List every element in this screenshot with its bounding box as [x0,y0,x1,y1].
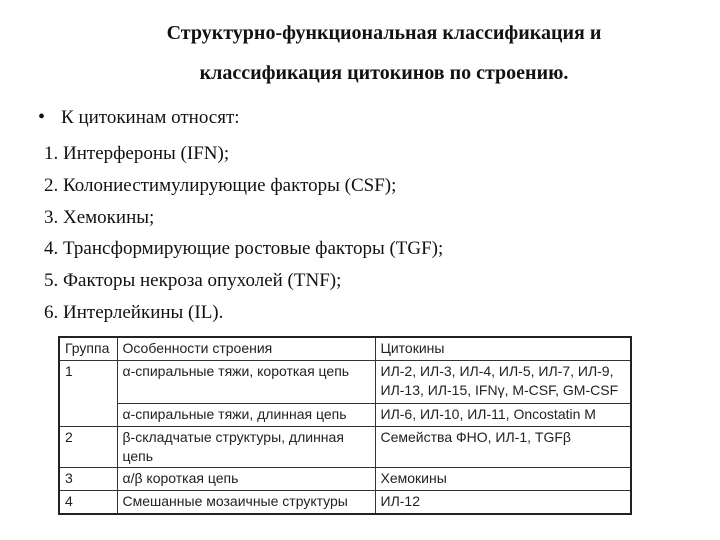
structure-cell: α/β короткая цепь [117,468,375,491]
list-item: 5. Факторы некроза опухолей (TNF); [44,270,342,292]
table-row [59,427,631,468]
table-row [59,361,631,404]
table-row [59,404,631,427]
table-row [59,468,631,491]
cytokine-list [44,138,443,329]
group-cell: 4 [59,491,117,515]
bullet-icon: • [38,106,46,128]
column-header-structure: Особенности строения [117,337,375,361]
column-header-cytokines: Цитокины [375,337,631,361]
structure-cell: α-спиральные тяжи, длинная цепь [117,404,375,427]
table-row [59,491,631,515]
list-item: 6. Интерлейкины (IL). [44,301,224,323]
structure-cell: β-складчатые структуры, длинная цепь [117,427,375,468]
group-cell: 3 [59,468,117,491]
intro-line [38,106,240,129]
cytokines-cell: ИЛ-12 [375,491,631,515]
group-cell: 2 [59,427,117,468]
intro-text: К цитокинам относят: [61,106,240,128]
structure-cell: α-спиральные тяжи, короткая цепь [117,361,375,404]
list-item: 1. Интерфероны (IFN); [44,143,230,164]
list-item: 4. Трансформирующие ростовые факторы (TGF); [44,238,444,260]
page-title-line-2: классификация цитокинов по строению. [199,62,569,84]
list-item: 3. Хемокины; [44,206,155,228]
cytokines-cell: Семейства ФНО, ИЛ-1, TGFβ [375,427,631,468]
table-header-row [59,337,631,361]
column-header-group: Группа [59,337,117,361]
cytokines-cell: ИЛ-6, ИЛ-10, ИЛ-11, Oncostatin M [375,404,631,427]
list-item: 2. Колониестимулирующие факторы (CSF); [44,174,397,196]
cytokine-classification-table [58,336,632,515]
page-title-line-1: Структурно-функциональная классификация и [166,22,602,44]
cytokines-cell: Хемокины [375,468,631,491]
group-cell: 1 [59,361,117,427]
cytokines-cell: ИЛ-2, ИЛ-3, ИЛ-4, ИЛ-5, ИЛ-7, ИЛ-9, ИЛ-13, ИЛ-15, IFNγ, M-CSF, GM-CSF [375,361,631,404]
structure-cell: Смешанные мозаичные структуры [117,491,375,515]
